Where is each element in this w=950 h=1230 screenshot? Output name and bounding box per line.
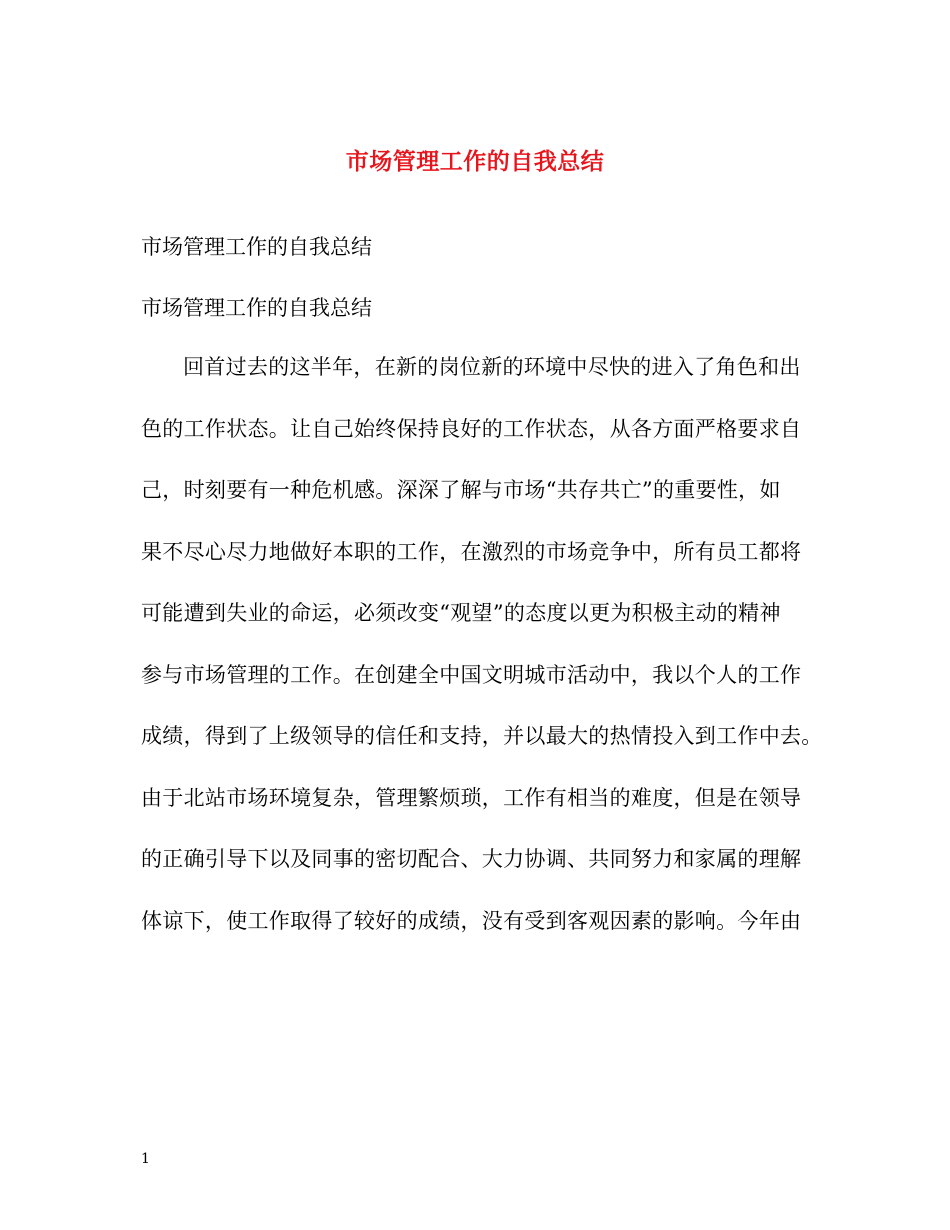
body-line: 参与市场管理的工作。在创建全中国文明城市活动中，我以个人的工作 [141,662,802,687]
subheading-1: 市场管理工作的自我总结 [141,235,372,259]
body-line: 回首过去的这半年，在新的岗位新的环境中尽快的进入了角色和出 [183,355,801,379]
body-line: 可能遭到失业的命运，必须改变“观望”的态度以更为积极主动的精神 [141,601,781,625]
body-line: 成绩，得到了上级领导的信任和支持，并以最大的热情投入到工作中去。 [141,724,823,748]
document-title: 市场管理工作的自我总结 [345,148,605,175]
page-number: 1 [141,1151,150,1167]
body-paragraph [141,352,831,967]
body-line: 由于北站市场环境复杂，管理繁烦琐，工作有相当的难度，但是在领导 [141,785,802,810]
body-line: 的正确引导下以及同事的密切配合、大力协调、共同努力和家属的理解 [141,847,802,871]
body-line: 色的工作状态。让自己始终保持良好的工作状态，从各方面严格要求自 [141,416,802,441]
body-line: 己，时刻要有一种危机感。深深了解与市场“共存共亡”的重要性，如 [141,478,781,502]
body-line: 果不尽心尽力地做好本职的工作，在激烈的市场竞争中，所有员工都将 [141,539,802,564]
body-line: 体谅下，使工作取得了较好的成绩，没有受到客观因素的影响。今年由 [141,908,802,933]
subheading-2: 市场管理工作的自我总结 [141,296,372,320]
